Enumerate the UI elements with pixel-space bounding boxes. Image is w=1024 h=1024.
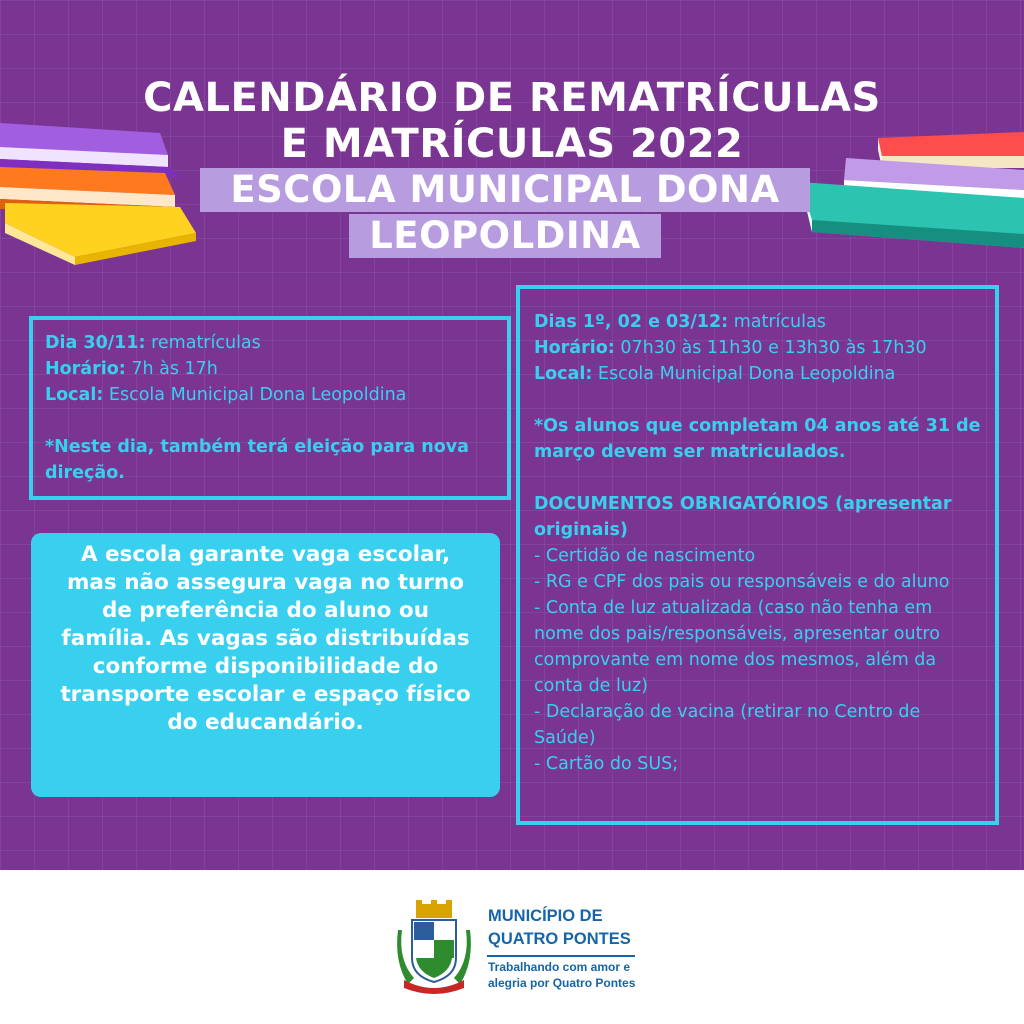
document-item: - RG e CPF dos pais ou responsáveis e do aluno [534,572,950,592]
rematriculas-time: Horário: 7h às 17h [45,359,218,379]
documents-title: DOCUMENTOS OBRIGATÓRIOS (apresentar originais) [534,494,952,540]
matriculas-place: Local: Escola Municipal Dona Leopoldina [534,364,896,384]
municipality-name: MUNICÍPIO DE QUATRO PONTES [488,907,631,948]
page-title-line2: E MATRÍCULAS 2022 [280,121,744,167]
school-name-line1: ESCOLA MUNICIPAL DONA [200,168,810,212]
divider [487,955,635,957]
vacancy-notice: A escola garante vaga escolar, mas não assegura vaga no turno de preferência do aluno ou família. As vagas são distribuídas conforme disponibilidade do transporte escolar e espaço físico do educandário. [31,533,500,797]
matriculas-box [516,285,999,825]
matriculas-time: Horário: 07h30 às 11h30 e 13h30 às 17h30 [534,338,927,358]
school-name-line2: LEOPOLDINA [349,214,661,258]
municipality-slogan: Trabalhando com amor e alegria por Quatro Pontes [488,960,636,990]
rematriculas-note: *Neste dia, também terá eleição para nova direção. [45,437,469,483]
page-title-line1: CALENDÁRIO DE REMATRÍCULAS [143,75,881,121]
document-item: - Declaração de vacina (retirar no Centro de Saúde) [534,702,921,748]
document-item: - Cartão do SUS; [534,754,679,774]
matriculas-note: *Os alunos que completam 04 anos até 31 de março devem ser matriculados. [534,416,981,462]
rematriculas-box [29,316,511,500]
municipal-crest-icon [394,900,474,996]
rematriculas-date: Dia 30/11: rematrículas [45,333,261,353]
document-item: - Conta de luz atualizada (caso não tenha em nome dos pais/responsáveis, apresentar outro comprovante em nome dos mesmos, além da conta de luz) [534,598,940,696]
rematriculas-place: Local: Escola Municipal Dona Leopoldina [45,385,407,405]
document-item: - Certidão de nascimento [534,546,756,566]
matriculas-date: Dias 1º, 02 e 03/12: matrículas [534,312,826,332]
